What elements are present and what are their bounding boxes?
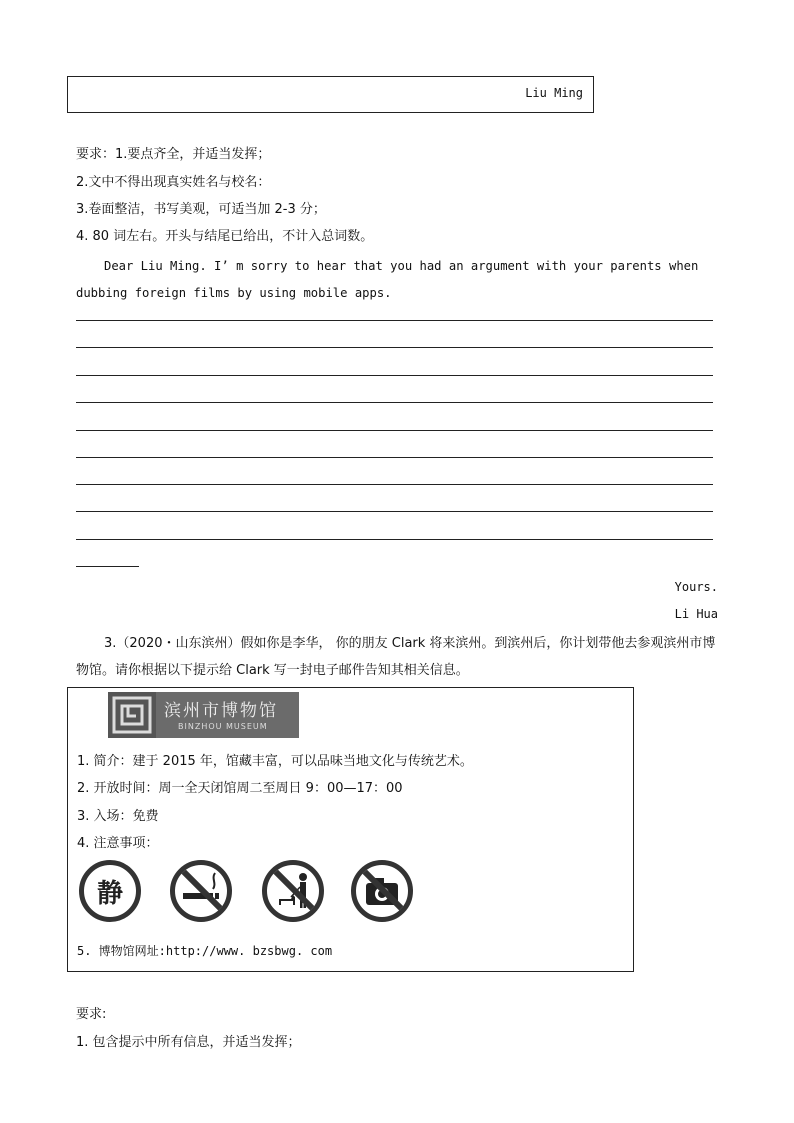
letter-intro: Dear Liu Ming. I’ m sorry to hear that you had an argument with your parents when dubbing foreign films by using mobile apps. bbox=[76, 259, 699, 300]
writing-line bbox=[76, 457, 713, 458]
museum-logo-icon bbox=[108, 692, 156, 738]
museum-info-box bbox=[67, 687, 634, 972]
letter-signature: Li Hua bbox=[674, 607, 718, 621]
no-photography-sign-icon bbox=[351, 860, 413, 922]
signature-box bbox=[67, 76, 594, 113]
bottom-requirement-1: 1. 包含提示中所有信息，并适当发挥； bbox=[76, 1035, 301, 1050]
requirement-line-1: 要求：1.要点齐全，并适当发挥； bbox=[76, 147, 271, 162]
quiet-sign-icon: 静 bbox=[79, 860, 141, 922]
museum-admission: 3. 入场：免费 bbox=[77, 809, 159, 824]
museum-website: 5. 博物馆网址:http://www. bzsbwg. com bbox=[77, 944, 333, 958]
requirement-line-4: 4. 80 词左右。开头与结尾已给出，不计入总词数。 bbox=[76, 229, 374, 244]
museum-intro: 1. 简介：建于 2015 年，馆藏丰富，可以品味当地文化与传统艺术。 bbox=[77, 754, 473, 769]
writing-line bbox=[76, 402, 713, 403]
question-3-prompt: 3.（2020・山东滨州）假如你是李华， 你的朋友 Clark 将来滨州。到滨州后，你计划带他去参观滨州市博物馆。请你根据以下提示给 Clark 写一封电子邮件告知其相关信息。 bbox=[76, 636, 716, 678]
writing-line bbox=[76, 347, 713, 348]
no-pets-sign-icon bbox=[262, 860, 324, 922]
signature-text: Liu Ming bbox=[525, 86, 583, 100]
writing-line bbox=[76, 375, 713, 376]
museum-notes-heading: 4. 注意事项： bbox=[77, 836, 159, 851]
bottom-requirements-heading: 要求: bbox=[76, 1007, 107, 1022]
writing-line bbox=[76, 430, 713, 431]
letter-closing: Yours. bbox=[674, 580, 718, 594]
writing-line bbox=[76, 320, 713, 321]
writing-line-short bbox=[76, 566, 139, 567]
writing-line bbox=[76, 511, 713, 512]
museum-logo-english: BINZHOU MUSEUM bbox=[178, 722, 268, 731]
requirement-line-3: 3.卷面整洁，书写美观，可适当加 2-3 分； bbox=[76, 202, 326, 217]
requirement-line-2: 2.文中不得出现真实姓名与校名： bbox=[76, 175, 271, 190]
museum-logo bbox=[108, 692, 299, 738]
museum-hours: 2. 开放时间：周一全天闭馆周二至周日 9：00—17：00 bbox=[77, 781, 403, 796]
writing-line bbox=[76, 484, 713, 485]
no-smoking-sign-icon bbox=[170, 860, 232, 922]
writing-line bbox=[76, 539, 713, 540]
museum-logo-chinese: 滨州市博物馆 bbox=[164, 701, 278, 721]
